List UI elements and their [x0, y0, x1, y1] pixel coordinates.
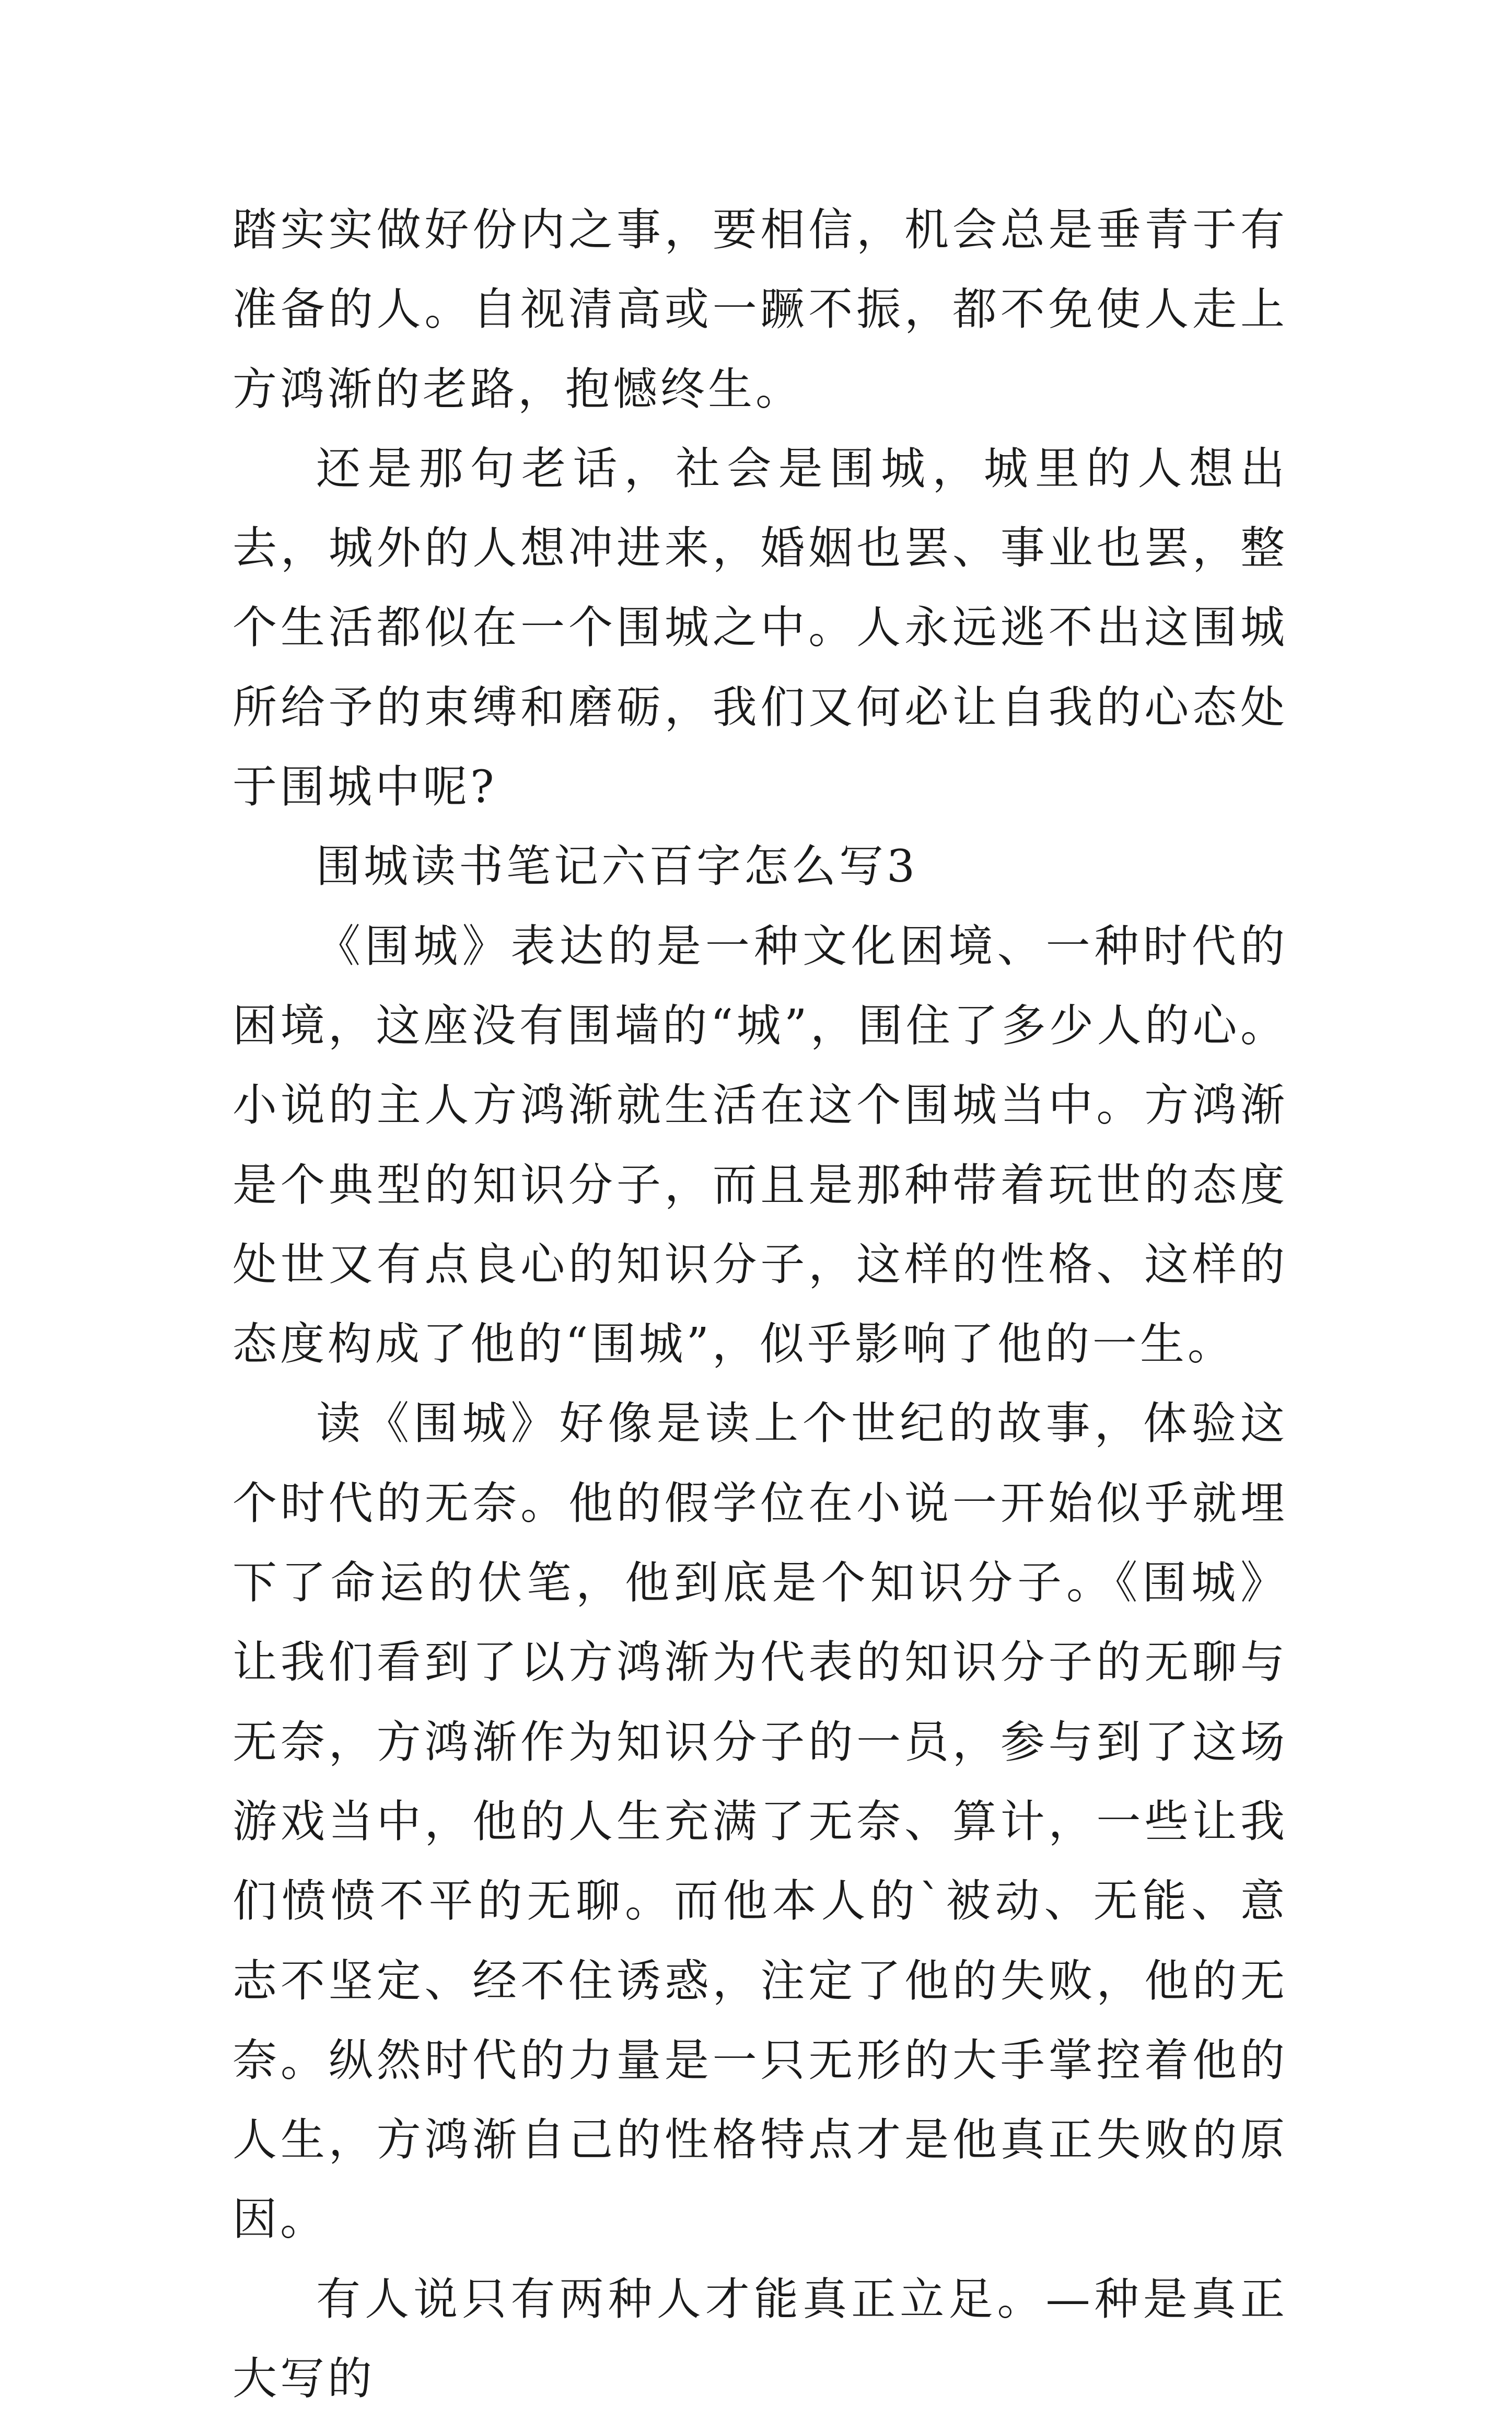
paragraph: 读《围城》好像是读上个世纪的故事，体验这个时代的无奈。他的假学位在小说一开始似乎就埋下了命运的伏笔，他到底是个知识分子。《围城》让我们看到了以方鸿渐为代表的知识分子的无聊与无奈，方鸿渐作为知识分子的一员，参与到了这场游戏当中，他的人生充满了无奈、算计，一些让我们愤愤不平的无聊。而他本人的`被动、无能、意志不坚定、经不住诱惑，注定了他的失败，他的无奈。纵然时代的力量是一只无形的大手掌控着他的人生，方鸿渐自己的性格特点才是他真正失败的原因。 — [232, 1398, 1288, 2246]
body-text — [232, 191, 1288, 2419]
section-heading: 围城读书笔记六百字怎么写3 — [316, 841, 918, 893]
paragraph: 还是那句老话，社会是围城，城里的人想出去，城外的人想冲进来，婚姻也罢、事业也罢，整个生活都似在一个围城之中。人永远逃不出这围城所给予的束缚和磨砺，我们又何必让自我的心态处于围城中呢? — [232, 443, 1288, 814]
paragraph: 《围城》表达的是一种文化困境、一种时代的困境，这座没有围墙的“城”，围住了多少人的心。小说的主人方鸿渐就生活在这个围城当中。方鸿渐是个典型的知识分子，而且是那种带着玩世的态度处世又有点良心的知识分子，这样的性格、这样的态度构成了他的“围城”，似乎影响了他的一生。 — [232, 920, 1288, 1371]
paragraph: 有人说只有两种人才能真正立足。—种是真正大写的 — [232, 2273, 1288, 2405]
paragraph: 踏实实做好份内之事，要相信，机会总是垂青于有准备的人。自视清高或一蹶不振，都不免使人走上方鸿渐的老路，抱憾终生。 — [232, 204, 1288, 415]
